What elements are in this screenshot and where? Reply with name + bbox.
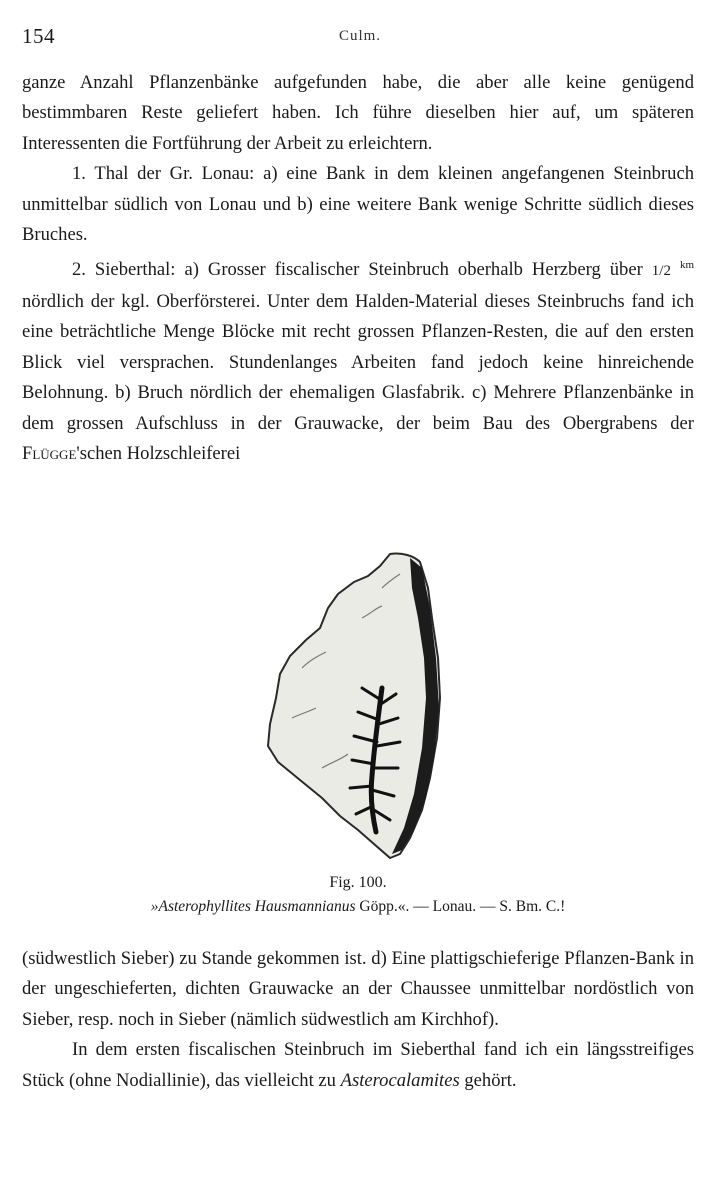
- unit-km: km: [679, 259, 694, 272]
- caption-author: Göpp.«.: [355, 898, 410, 915]
- fossil-figure: [262, 548, 458, 866]
- text-block-bottom: [22, 944, 694, 1096]
- running-head: Culm.: [338, 28, 382, 44]
- genus-asterocalamites: Asterocalamites: [340, 1069, 460, 1091]
- figure-label: Fig. 100.: [329, 874, 387, 891]
- caption-sep-2: —: [476, 898, 500, 915]
- fossil-illustration: [262, 548, 458, 866]
- caption-sep-1: —: [409, 898, 433, 915]
- caption-species: »Asterophyllites Hausmannianus: [150, 898, 356, 915]
- paragraph-5-part-1: In dem ersten fiscalischen Steinbruch im Sieberthal fand ich ein längsstreifiges Stück (ohne Nodiallinie), das vielleicht zu: [22, 1039, 694, 1091]
- paragraph-3-part-3: 'schen Holzschleiferei: [76, 443, 241, 465]
- name-fluegge: Flügge: [22, 443, 77, 465]
- paragraph-3-part-1: 2. Sieberthal: a) Grosser fiscalischer Steinbruch oberhalb Herzberg über: [72, 259, 652, 281]
- paragraph-3-part-2: nördlich der kgl. Oberförsterei. Unter dem Halden-Material dieses Steinbruchs fand ich eine beträchtliche Menge Blöcke mit recht grossen Pflanzen-Resten, die auf den ersten Blick viel versprachen. Stundenlanges Arbeiten fand jedoch keine hinreichende Belohnung. b) Bruch nördlich der ehemaligen Glasfabrik. c) Mehrere Pflanzenbänke in dem grossen Aufschluss in der Grauwacke, der beim Bau des Obergrabens der: [22, 291, 694, 434]
- paragraph-3: [22, 250, 694, 469]
- fraction-half: 1/2: [651, 263, 671, 280]
- paragraph-2: 1. Thal der Gr. Lonau: a) eine Bank in dem kleinen angefangenen Steinbruch unmittelbar südlich von Lonau und b) eine weitere Bank wenige Schritte südlich dieses Bruches.: [22, 163, 694, 246]
- paragraph-4: (südwestlich Sieber) zu Stande gekommen ist. d) Eine plattigschieferige Pflanzen-Bank in der ungeschieferten, dichten Grauwacke an der Chaussee unmittelbar nordöstlich von Sieber, resp. noch in Sieber (nämlich südwestlich am Kirchhof).: [22, 948, 694, 1030]
- paragraph-1: ganze Anzahl Pflanzenbänke aufgefunden habe, die aber alle keine genügend bestimmbaren Reste geliefert haben. Ich führe dieselben hier auf, um späteren Interessenten die Fortführung der Arbeit zu erleichtern.: [22, 72, 694, 154]
- figure-caption: [22, 898, 694, 916]
- caption-locality: Lonau.: [432, 898, 477, 915]
- paragraph-5: [22, 1035, 694, 1096]
- page-number: 154: [22, 24, 55, 48]
- page-header: [22, 24, 698, 54]
- paragraph-5-part-2: gehört.: [459, 1069, 517, 1091]
- text-block-top: [22, 68, 694, 469]
- caption-collection: S. Bm. C.!: [499, 898, 566, 915]
